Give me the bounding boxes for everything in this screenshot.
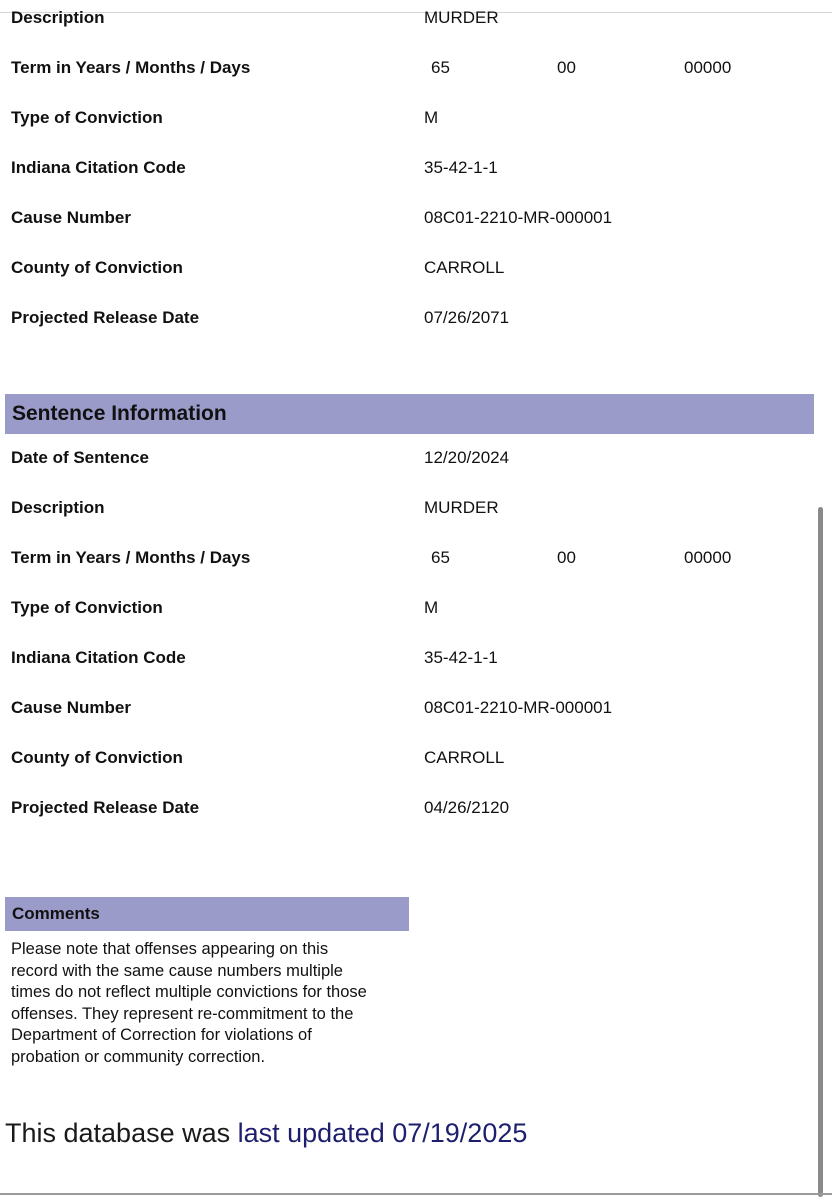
- last-updated-link[interactable]: last updated 07/19/2025: [237, 1118, 528, 1148]
- cause-label: Cause Number: [11, 698, 131, 717]
- top-term-row: [0, 53, 832, 83]
- top-description-row: [0, 3, 832, 33]
- top-citation-row: [0, 153, 832, 183]
- cause-value: 08C01-2210-MR-000001: [424, 698, 613, 717]
- term-months-value: 00: [557, 548, 576, 567]
- description-value: MURDER: [424, 8, 499, 27]
- term-days-value: 00000: [684, 58, 732, 77]
- comments-line: Please note that offenses appearing on this: [11, 940, 329, 958]
- release-value: 04/26/2120: [424, 798, 510, 817]
- description-value: MURDER: [424, 498, 499, 517]
- date-of-sentence-value: 12/20/2024: [424, 448, 510, 467]
- county-label: County of Conviction: [11, 748, 183, 767]
- county-value: CARROLL: [424, 258, 505, 277]
- type-label: Type of Conviction: [11, 108, 163, 127]
- type-value: M: [424, 598, 439, 617]
- citation-label: Indiana Citation Code: [11, 648, 186, 667]
- comments-title: Comments: [12, 904, 100, 923]
- description-row: [0, 493, 832, 523]
- top-county-row: [0, 253, 832, 283]
- term-label: Term in Years / Months / Days: [11, 58, 251, 77]
- citation-value: 35-42-1-1: [424, 648, 498, 667]
- top-cause-row: [0, 203, 832, 233]
- term-months-value: 00: [557, 58, 576, 77]
- vertical-scrollbar[interactable]: [818, 507, 823, 1197]
- cause-value: 08C01-2210-MR-000001: [424, 208, 613, 227]
- database-updated-footer: [5, 1113, 527, 1153]
- citation-label: Indiana Citation Code: [11, 158, 186, 177]
- type-row: [0, 593, 832, 623]
- release-value: 07/26/2071: [424, 308, 510, 327]
- comments-line: times do not reflect multiple convictions for those: [11, 983, 367, 1002]
- description-label: Description: [11, 498, 105, 517]
- sentence-information-title: Sentence Information: [12, 402, 227, 425]
- comments-line: Department of Correction for violations of: [11, 1026, 312, 1045]
- type-label: Type of Conviction: [11, 598, 163, 617]
- footer-prefix: This database was: [5, 1118, 238, 1148]
- term-label: Term in Years / Months / Days: [11, 548, 251, 567]
- release-label: Projected Release Date: [11, 308, 200, 327]
- bottom-divider: [0, 1193, 832, 1195]
- term-years-value: 65: [431, 58, 450, 77]
- comments-line: probation or community correction.: [11, 1047, 266, 1066]
- cause-label: Cause Number: [11, 208, 131, 227]
- term-days-value: 00000: [684, 548, 732, 567]
- type-value: M: [424, 108, 439, 127]
- county-value: CARROLL: [424, 748, 505, 767]
- comments-line: offenses. They represent re-commitment to the: [11, 1004, 354, 1023]
- release-row: [0, 793, 832, 823]
- comments-line: record with the same cause numbers multiple: [11, 961, 343, 980]
- term-years-value: 65: [431, 548, 450, 567]
- top-release-row: [0, 303, 832, 333]
- county-label: County of Conviction: [11, 258, 183, 277]
- date-of-sentence-label: Date of Sentence: [11, 448, 149, 467]
- comments-body: [11, 939, 403, 1069]
- citation-row: [0, 643, 832, 673]
- cause-row: [0, 693, 832, 723]
- sentence-information-header: [5, 394, 814, 434]
- date-of-sentence-row: [0, 443, 832, 473]
- citation-value: 35-42-1-1: [424, 158, 498, 177]
- term-row: [0, 543, 832, 573]
- comments-header: [5, 897, 409, 931]
- release-label: Projected Release Date: [11, 798, 200, 817]
- top-type-row: [0, 103, 832, 133]
- description-label: Description: [11, 8, 105, 27]
- county-row: [0, 743, 832, 773]
